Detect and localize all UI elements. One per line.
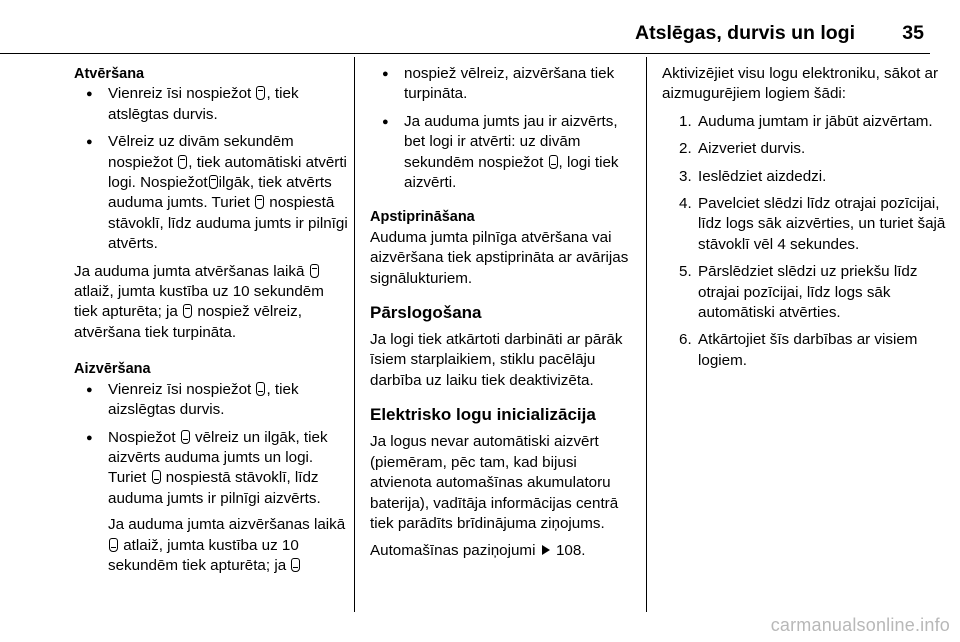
step-item: 5. Pārslēdziet slēdzi uz priekšu līdz otrajai pozīcijai, līdz logs sāk automātiski atvērties. — [679, 263, 918, 322]
initialization-text: Ja logus nevar automātiski aizvērt (piemēram, pēc tam, kad bijusi atvienota automašīnas akumulatoru baterija), vadītāja informācijas centrā tiek parādīts brīdinājuma ziņojums. — [370, 433, 619, 532]
key-unlock-icon — [255, 195, 264, 209]
watermark: carmanualsonline.info — [770, 615, 950, 635]
closing-list-continued — [370, 64, 638, 105]
key-lock-icon — [109, 538, 118, 552]
key-unlock-icon — [178, 155, 187, 169]
key-unlock-icon — [209, 175, 218, 189]
key-lock-icon — [152, 470, 161, 484]
column-1 — [74, 64, 348, 576]
page-reference-arrow-icon — [542, 545, 550, 555]
column-divider-2 — [646, 57, 647, 612]
closing-list — [74, 380, 348, 577]
step-item: 6. Atkārtojiet šīs darbības ar visiem logiem. — [679, 331, 918, 369]
steps-list — [662, 112, 946, 371]
overload-heading: Pārslogošana — [370, 303, 482, 323]
initialization-heading: Elektrisko logu inicializācija — [370, 405, 596, 425]
step-item: 3. Ieslēdziet aizdedzi. — [679, 167, 827, 185]
closing-list-2 — [370, 112, 638, 194]
key-lock-icon — [549, 155, 558, 169]
overload-text: Ja logi tiek atkārtoti darbināti ar pārāk īsiem starplaikiem, stiklu pacēlāju darbība uz laiku tiek deaktivizēta. — [370, 331, 623, 389]
column-3 — [662, 64, 946, 371]
page-header — [0, 0, 960, 58]
header-divider — [0, 53, 930, 54]
list-item: ● Vēlreiz uz divām sekundēm nospiežot , tiek automātiski atvērti logi. Nospiežot ilgāk, tiek atvērts auduma jumts. Turiet nospiestā stāvoklī, līdz auduma jumts ir pilnīgi atvērts. — [74, 132, 348, 254]
closing-sub-paragraph: Ja auduma jumta aizvēršanas laikā atlaiž, jumta kustība uz 10 sekundēm tiek apturēta; ja — [108, 516, 346, 574]
key-lock-icon — [256, 382, 265, 396]
key-lock-icon — [291, 558, 300, 572]
step-item: 2. Aizveriet durvis. — [679, 140, 806, 158]
key-unlock-icon — [183, 304, 192, 318]
list-item: ● Vienreiz īsi nospiežot , tiek atslēgtas durvis. — [74, 84, 348, 125]
column-2 — [370, 64, 638, 562]
confirmation-text: Auduma jumta pilnīga atvēršana vai aizvēršana tiek apstiprināta ar avārijas signālukturiem. — [370, 228, 629, 287]
opening-heading: Atvēršana — [74, 66, 145, 82]
step-item: 4. Pavelciet slēdzi līdz otrajai pozīcijai, līdz logs sāk aizvērties, un turiet šajā stāvoklī vēl 4 sekundes. — [679, 195, 946, 253]
key-unlock-icon — [310, 264, 319, 278]
confirmation-heading: Apstiprināšana — [370, 209, 475, 226]
key-lock-icon — [181, 430, 190, 444]
closing-heading: Aizvēršana — [74, 361, 151, 378]
key-unlock-icon — [256, 86, 265, 100]
step-item: 1. Auduma jumtam ir jābūt aizvērtam. — [679, 112, 933, 130]
messages-reference: Automašīnas paziņojumi 108. — [370, 542, 586, 560]
column-divider-1 — [354, 57, 355, 612]
list-item: ● Ja auduma jumts jau ir aizvērts, bet logi ir atvērti: uz divām sekundēm nospiežot , logi tiek aizvērti. — [370, 112, 638, 194]
steps-intro: Aktivizējiet visu logu elektroniku, sākot ar aizmugurējiem logiem šādi: — [662, 65, 939, 103]
page-title: Atslēgas, durvis un logi — [635, 22, 855, 44]
page-number: 35 — [902, 22, 924, 44]
list-item: ● Vienreiz īsi nospiežot , tiek aizslēgtas durvis. — [74, 380, 348, 421]
list-item: ● Nospiežot vēlreiz un ilgāk, tiek aizvērts auduma jumts un logi. Turiet nospiestā stāvoklī, līdz auduma jumts ir pilnīgi aizvērts. Ja auduma jumta aizvēršanas laikā atlaiž, jumta kustība uz 10 sekundēm tiek apturēta; ja — [74, 428, 348, 577]
reference-page-link[interactable]: 108. — [555, 542, 586, 560]
opening-list — [74, 84, 348, 254]
list-item-continuation: ● nospiež vēlreiz, aizvēršana tiek turpināta. — [370, 64, 638, 105]
opening-paragraph: Ja auduma jumta atvēršanas laikā atlaiž, jumta kustība uz 10 sekundēm tiek apturēta; ja nospiež vēlreiz, atvēršana tiek turpināta. — [74, 262, 324, 341]
